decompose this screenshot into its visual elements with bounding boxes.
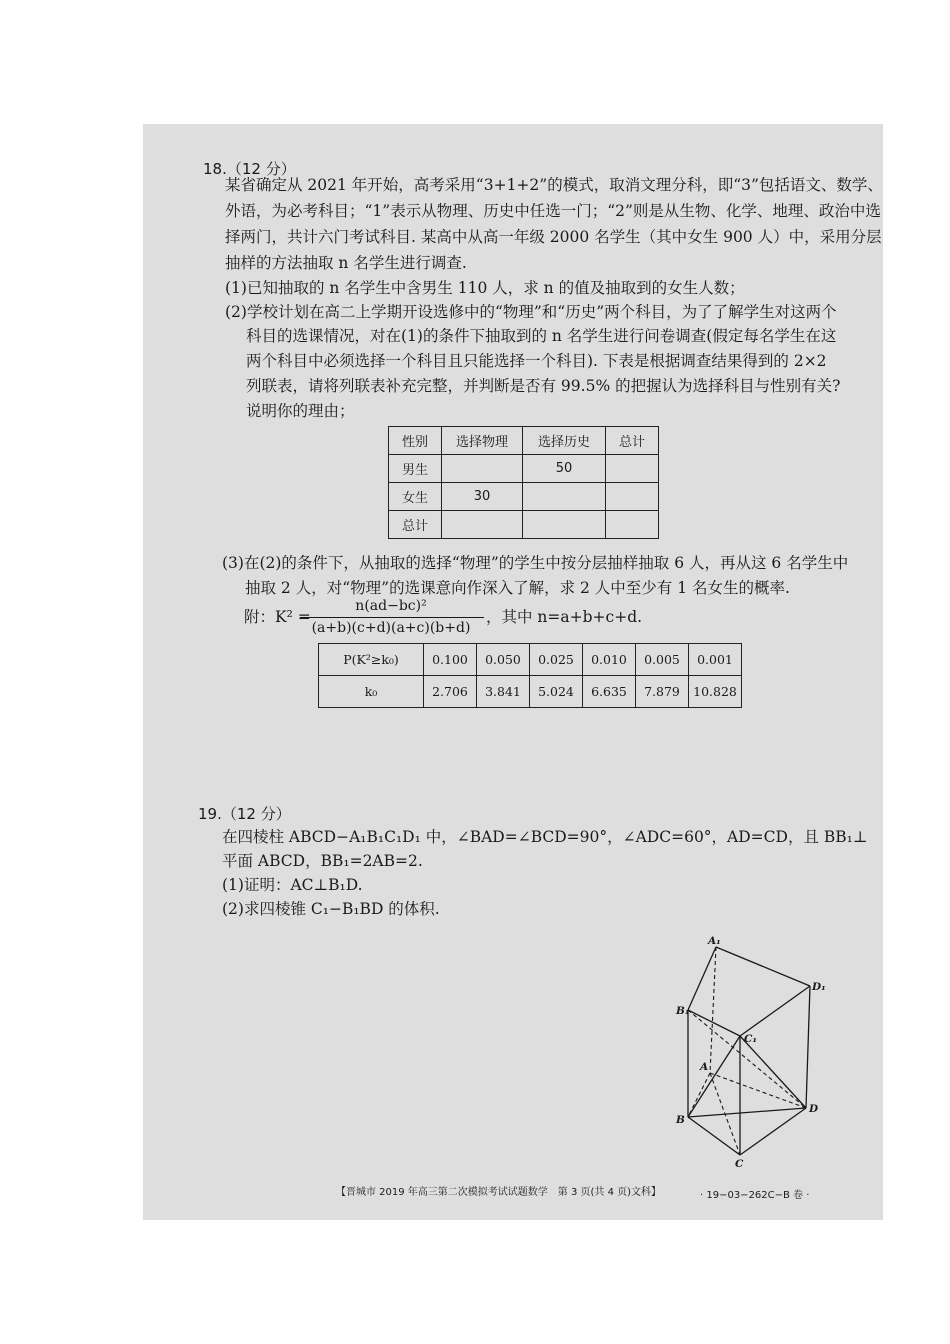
table-row bbox=[389, 455, 659, 483]
table-cell: 30 bbox=[442, 483, 523, 511]
edge-a-d-hidden bbox=[710, 1073, 806, 1108]
prism-figure bbox=[660, 930, 840, 1170]
table-cell bbox=[606, 511, 659, 539]
q19-line-3: (1)证明：AC⊥B₁D. bbox=[222, 876, 363, 894]
edge-c1-b bbox=[688, 1036, 740, 1117]
vertex-b-label: B bbox=[676, 1114, 685, 1126]
footer-left: 【晋城市 2019 年高三第二次模拟考试试题数学 第 3 页(共 4 页)文科】 bbox=[336, 1187, 662, 1198]
table-cell: 总计 bbox=[389, 511, 442, 539]
table-header-cell: 总计 bbox=[606, 427, 659, 455]
table-cell: 2.706 bbox=[424, 676, 477, 708]
edge-b-d bbox=[688, 1108, 806, 1117]
table-cell: 0.005 bbox=[636, 644, 689, 676]
formula-numerator: n(ad−bc)² bbox=[355, 598, 427, 614]
table-row bbox=[319, 644, 742, 676]
table-cell: 0.025 bbox=[530, 644, 583, 676]
table-cell: 0.100 bbox=[424, 644, 477, 676]
edge-b1-c1 bbox=[688, 1010, 740, 1036]
q19-line-2: 平面 ABCD，BB₁=2AB=2. bbox=[222, 852, 423, 870]
q19-header: 19.（12 分） bbox=[198, 805, 291, 823]
table-cell: 7.879 bbox=[636, 676, 689, 708]
q18-part2-line-1: (2)学校计划在高二上学期开设选修中的“物理”和“历史”两个科目，为了了解学生对这两个 bbox=[225, 303, 837, 321]
table-cell bbox=[523, 483, 606, 511]
q18-part3-line-2: 抽取 2 人，对“物理”的选课意向作深入了解，求 2 人中至少有 1 名女生的概率. bbox=[245, 579, 790, 597]
table-cell: 5.024 bbox=[530, 676, 583, 708]
vertex-c1-label: C₁ bbox=[744, 1033, 757, 1045]
vertex-a-label: A bbox=[700, 1061, 709, 1073]
table-cell: 6.635 bbox=[583, 676, 636, 708]
vertex-d1-label: D₁ bbox=[812, 981, 826, 993]
q19-line-1: 在四棱柱 ABCD−A₁B₁C₁D₁ 中，∠BAD=∠BCD=90°，∠ADC=60°，AD=CD，且 BB₁⊥ bbox=[222, 828, 868, 846]
table-header-cell: 性别 bbox=[389, 427, 442, 455]
table-cell bbox=[523, 511, 606, 539]
table-row-label: P(K²≥k₀) bbox=[319, 644, 424, 676]
vertex-b1-label: B₁ bbox=[676, 1005, 690, 1017]
q18-para-line-2: 外语，为必考科目；“1”表示从物理、历史中任选一门；“2”则是从生物、化学、地理、政治中选 bbox=[225, 202, 881, 220]
edge-b1-d-hidden bbox=[688, 1010, 806, 1108]
formula-lead: 附：K² = bbox=[244, 608, 311, 626]
q18-para-line-4: 抽样的方法抽取 n 名学生进行调查. bbox=[225, 254, 467, 272]
table-row bbox=[319, 676, 742, 708]
footer-right: · 19−03−262C−B 卷 · bbox=[700, 1190, 810, 1201]
q18-para-line-3: 择两门，共计六门考试科目. 某高中从高一年级 2000 名学生（其中女生 900 人）中，采用分层 bbox=[225, 228, 882, 246]
table-cell: 10.828 bbox=[689, 676, 742, 708]
table-row bbox=[389, 483, 659, 511]
table-cell: 女生 bbox=[389, 483, 442, 511]
edge-a1-a-hidden bbox=[710, 947, 716, 1073]
contingency-table bbox=[388, 426, 659, 539]
table-header-cell: 选择历史 bbox=[523, 427, 606, 455]
table-cell: 0.010 bbox=[583, 644, 636, 676]
q18-part2-line-2: 科目的选课情况，对在(1)的条件下抽取到的 n 名学生进行问卷调查(假定每名学生在这 bbox=[246, 327, 837, 345]
formula-denominator: (a+b)(c+d)(a+c)(b+d) bbox=[311, 620, 471, 636]
critical-value-table bbox=[318, 643, 742, 708]
vertex-c-label: C bbox=[735, 1158, 744, 1170]
q19-line-4: (2)求四棱锥 C₁−B₁BD 的体积. bbox=[222, 900, 440, 918]
q18-part1: (1)已知抽取的 n 名学生中含男生 110 人，求 n 的值及抽取到的女生人数； bbox=[225, 279, 745, 297]
q18-part2-line-4: 列联表，请将列联表补充完整，并判断是否有 99.5% 的把握认为选择科目与性别有关? bbox=[246, 377, 841, 395]
vertex-d-label: D bbox=[809, 1103, 819, 1115]
table-cell bbox=[442, 455, 523, 483]
table-cell bbox=[606, 455, 659, 483]
q18-para-line-1: 某省确定从 2021 年开始，高考采用“3+1+2”的模式，取消文理分科，即“3”包括语文、数学、 bbox=[225, 176, 883, 194]
table-row-label: k₀ bbox=[319, 676, 424, 708]
table-row bbox=[389, 511, 659, 539]
contingency-header-row bbox=[389, 427, 659, 455]
table-cell bbox=[442, 511, 523, 539]
q18-part2-line-3: 两个科目中必须选择一个科目且只能选择一个科目). 下表是根据调查结果得到的 2×2 bbox=[246, 352, 827, 370]
table-cell: 0.050 bbox=[477, 644, 530, 676]
fraction-bar bbox=[300, 617, 484, 618]
formula-tail: ，其中 n=a+b+c+d. bbox=[486, 608, 643, 626]
edge-c-d bbox=[740, 1108, 806, 1155]
edge-a-b-hidden bbox=[688, 1073, 710, 1117]
table-cell: 0.001 bbox=[689, 644, 742, 676]
table-cell: 3.841 bbox=[477, 676, 530, 708]
table-cell bbox=[606, 483, 659, 511]
edge-a1-d1 bbox=[716, 947, 810, 986]
edge-d1-d bbox=[806, 986, 810, 1108]
edge-c1-d bbox=[740, 1036, 806, 1108]
edge-b-c bbox=[688, 1117, 740, 1155]
q18-part3-line-1: (3)在(2)的条件下，从抽取的选择“物理”的学生中按分层抽样抽取 6 人，再从这 6 名学生中 bbox=[222, 554, 849, 572]
vertex-a1-label: A₁ bbox=[708, 935, 721, 947]
q18-part2-line-5: 说明你的理由； bbox=[246, 402, 355, 420]
edge-c1-d1 bbox=[740, 986, 810, 1036]
table-cell: 50 bbox=[523, 455, 606, 483]
table-cell: 男生 bbox=[389, 455, 442, 483]
table-header-cell: 选择物理 bbox=[442, 427, 523, 455]
edge-b1-a1 bbox=[688, 947, 716, 1010]
q18-header: 18.（12 分） bbox=[203, 160, 296, 178]
